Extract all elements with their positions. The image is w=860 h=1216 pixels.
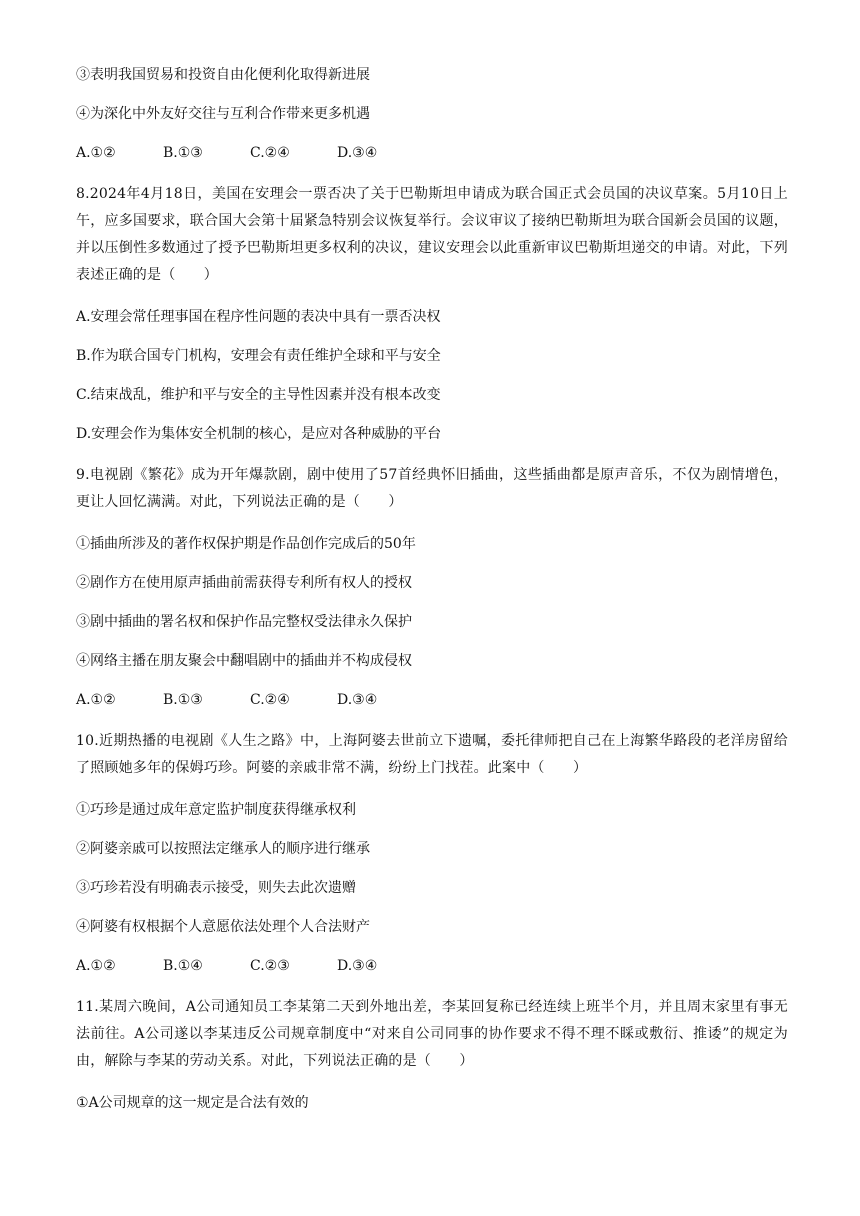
q10-choices xyxy=(76,955,788,977)
q7-choice-c: C.②④ xyxy=(250,145,290,161)
q9-option-4: ④网络主播在朋友聚会中翻唱剧中的插曲并不构成侵权 xyxy=(76,653,412,669)
q10-choice-b: B.①④ xyxy=(163,958,203,974)
q8-stem: 8.2024年4月18日，美国在安理会一票否决了关于巴勒斯坦申请成为联合国正式会员国的决议草案。5月10日上午，应多国要求，联合国大会第十届紧急特别会议恢复举行。会议审议了接纳巴勒斯坦为联合国新会员国的议题，并以压倒性多数通过了授予巴勒斯坦更多权利的决议，建议安理会以此重新审议巴勒斯坦递交的申请。对此，下列表述正确的是（ ） xyxy=(76,186,788,283)
q9-option-1: ①插曲所涉及的著作权保护期是作品创作完成后的50年 xyxy=(76,536,416,552)
q7-choice-a: A.①② xyxy=(76,145,116,161)
q7-choice-d: D.③④ xyxy=(337,145,378,161)
q9-choices xyxy=(76,689,788,711)
q10-choice-a: A.①② xyxy=(76,958,116,974)
q7-option-3: ③表明我国贸易和投资自由化便利化取得新进展 xyxy=(76,67,370,83)
q8-option-c: C.结束战乱，维护和平与安全的主导性因素并没有根本改变 xyxy=(76,387,441,403)
q8-option-d: D.安理会作为集体安全机制的核心，是应对各种威胁的平台 xyxy=(76,426,442,442)
q10-option-3: ③巧珍若没有明确表示接受，则失去此次遗赠 xyxy=(76,880,356,896)
q9-choice-b: B.①③ xyxy=(163,692,203,708)
q9-stem: 9.电视剧《繁花》成为开年爆款剧，剧中使用了57首经典怀旧插曲，这些插曲都是原声音乐，不仅为剧情增色，更让人回忆满满。对此，下列说法正确的是（ ） xyxy=(76,467,788,510)
q9-choice-c: C.②④ xyxy=(250,692,290,708)
q9-choice-a: A.①② xyxy=(76,692,116,708)
q9-option-2: ②剧作方在使用原声插曲前需获得专利所有权人的授权 xyxy=(76,575,412,591)
q8-option-b: B.作为联合国专门机构，安理会有责任维护全球和平与安全 xyxy=(76,348,441,364)
q10-option-4: ④阿婆有权根据个人意愿依法处理个人合法财产 xyxy=(76,919,370,935)
q10-choice-d: D.③④ xyxy=(337,958,378,974)
q11-option-1: ①A公司规章的这一规定是合法有效的 xyxy=(76,1095,309,1111)
q10-option-2: ②阿婆亲戚可以按照法定继承人的顺序进行继承 xyxy=(76,841,370,857)
q11-stem: 11.某周六晚间，A公司通知员工李某第二天到外地出差，李某回复称已经连续上班半个月，并且周末家里有事无法前往。A公司遂以李某违反公司规章制度中“对来自公司同事的协作要求不得不理不睬或敷衍、推诿”的规定为由，解除与李某的劳动关系。对此，下列说法正确的是（ ） xyxy=(76,999,788,1069)
q9-choice-d: D.③④ xyxy=(337,692,378,708)
q10-option-1: ①巧珍是通过成年意定监护制度获得继承权利 xyxy=(76,802,356,818)
q10-choice-c: C.②③ xyxy=(250,958,290,974)
q8-option-a: A.安理会常任理事国在程序性问题的表决中具有一票否决权 xyxy=(76,309,441,325)
q7-option-4: ④为深化中外友好交往与互利合作带来更多机遇 xyxy=(76,106,370,122)
q7-choices xyxy=(76,142,788,164)
q10-stem: 10.近期热播的电视剧《人生之路》中，上海阿婆去世前立下遗嘱，委托律师把自己在上海繁华路段的老洋房留给了照顾她多年的保姆巧珍。阿婆的亲戚非常不满，纷纷上门找茬。此案中（ ） xyxy=(76,733,788,776)
q9-option-3: ③剧中插曲的署名权和保护作品完整权受法律永久保护 xyxy=(76,614,412,630)
q7-choice-b: B.①③ xyxy=(163,145,203,161)
